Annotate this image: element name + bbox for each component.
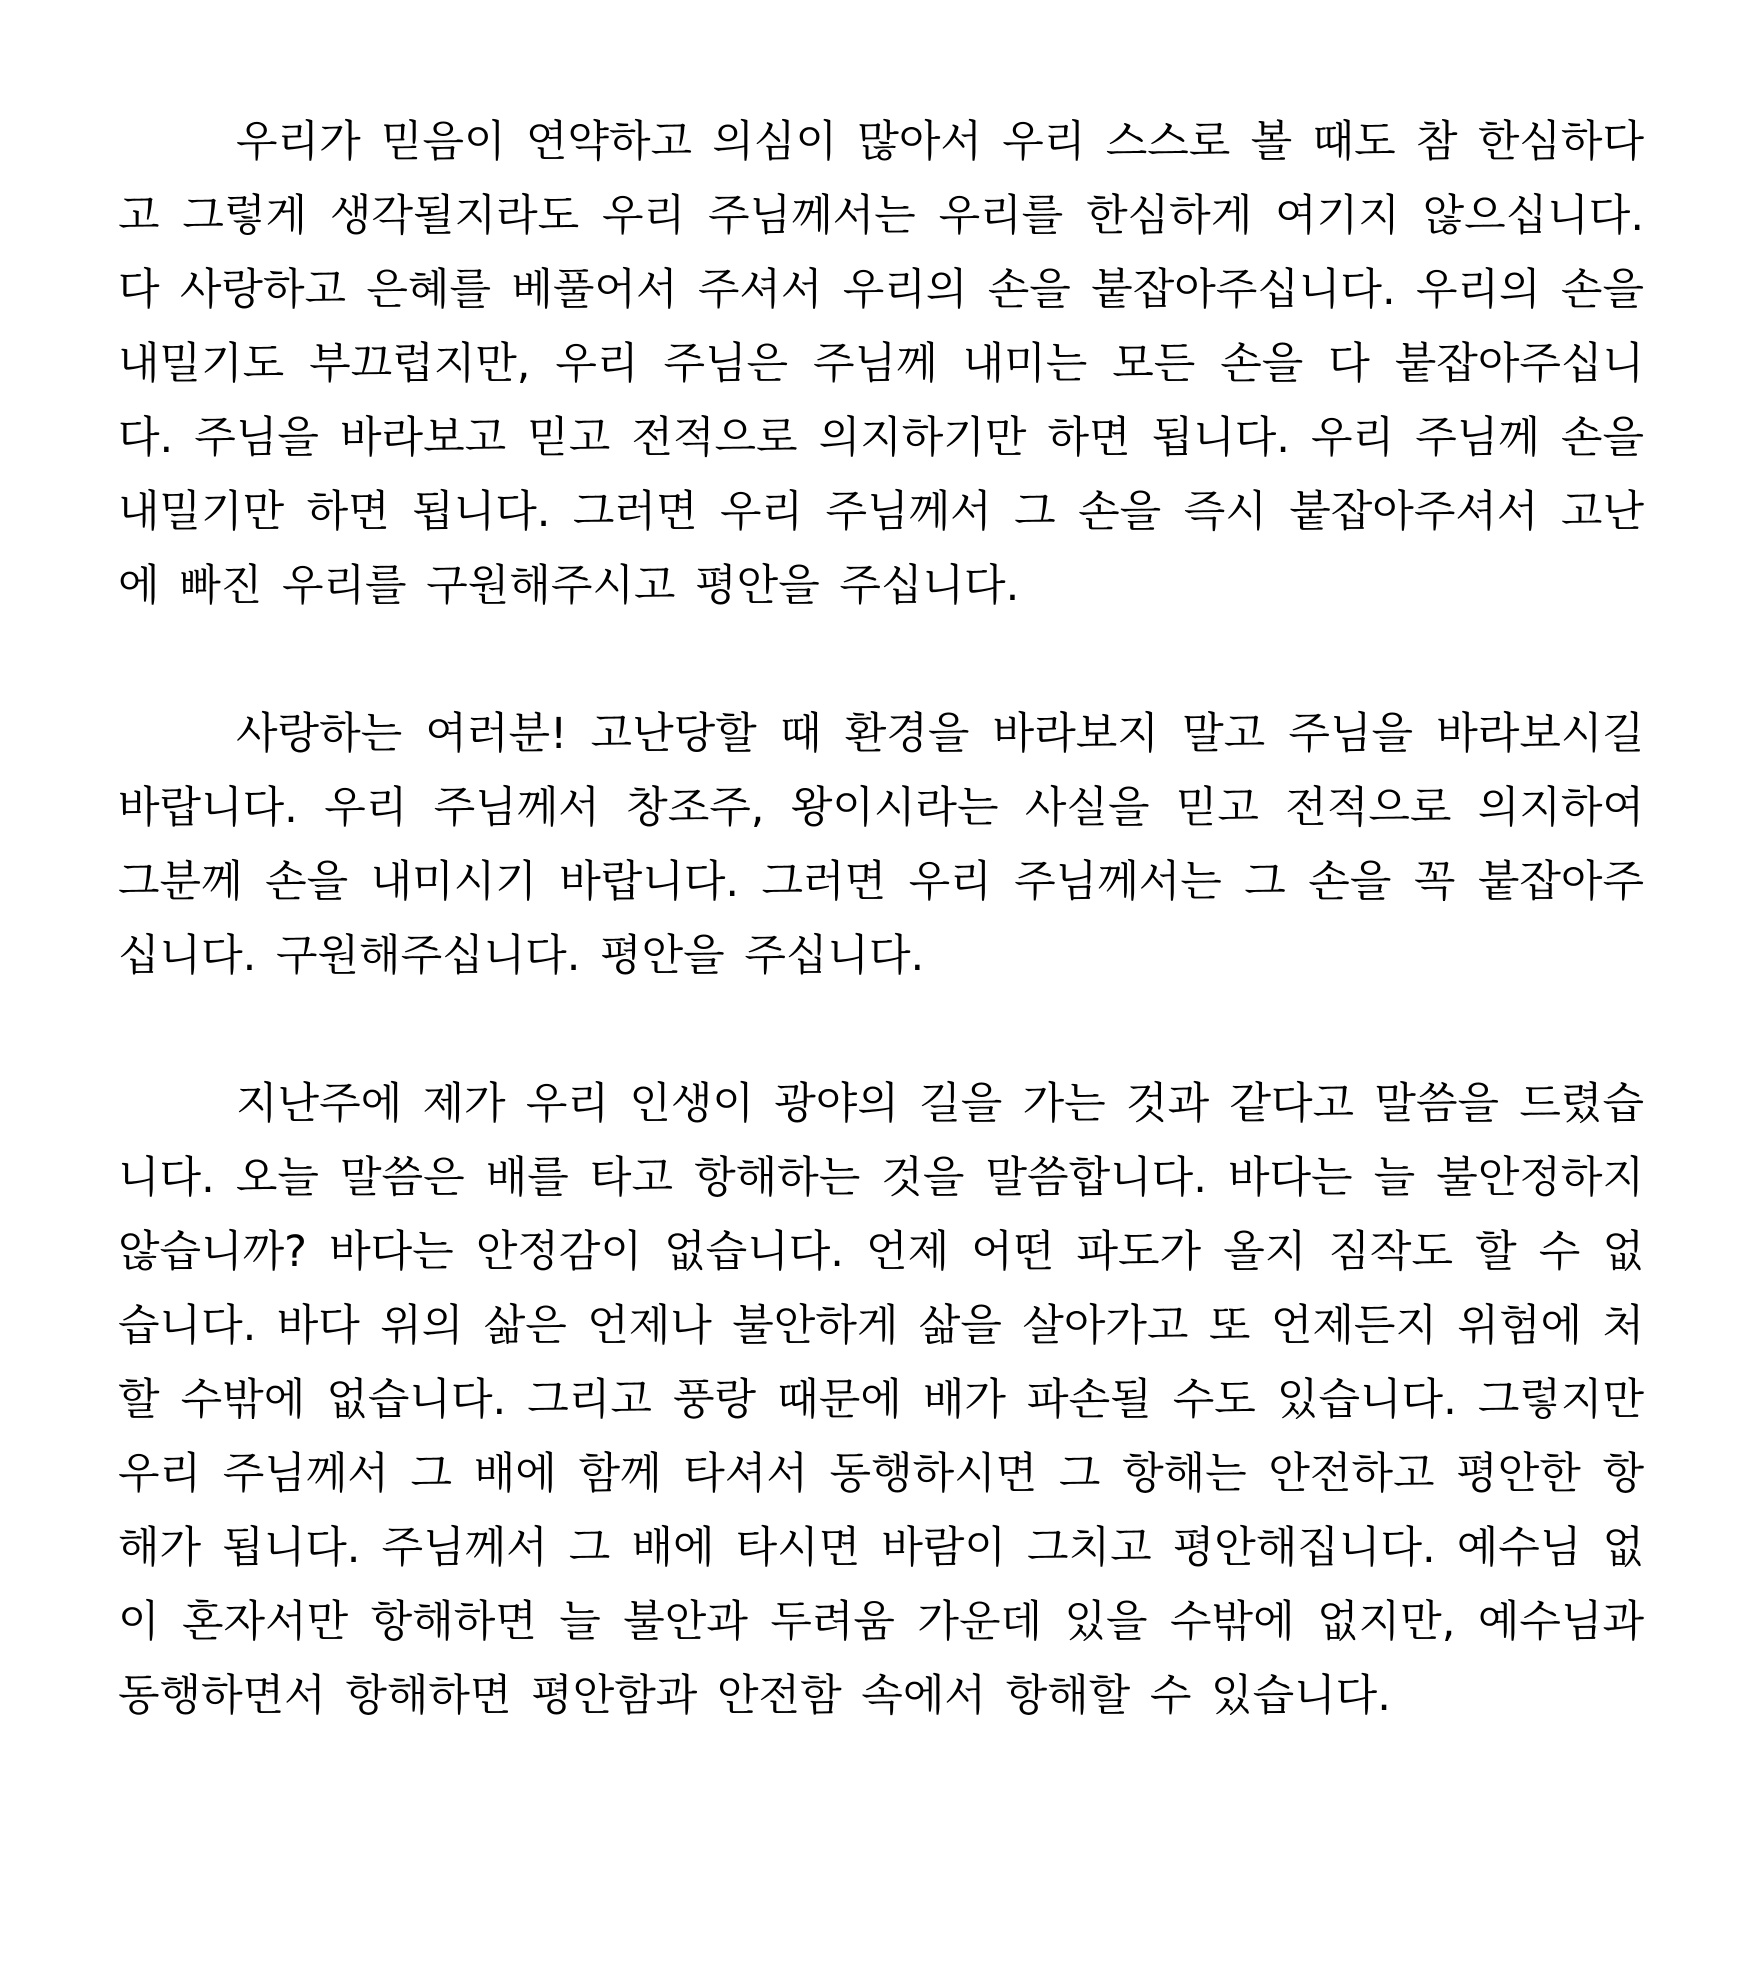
paragraph-2: 사랑하는 여러분! 고난당할 때 환경을 바라보지 말고 주님을 바라보시길 바랍니다. 우리 주님께서 창조주, 왕이시라는 사실을 믿고 전적으로 의지하여 그분께 손을 내미시기 바랍니다. 그러면 우리 주님께서는 그 손을 꼭 붙잡아주십니다. 구원해주십니다. 평안을 주십니다. xyxy=(118,709,1644,981)
paragraph-1: 우리가 믿음이 연약하고 의심이 많아서 우리 스스로 볼 때도 참 한심하다고 그렇게 생각될지라도 우리 주님께서는 우리를 한심하게 여기지 않으십니다. 다 사랑하고 은혜를 베풀어서 주셔서 우리의 손을 붙잡아주십니다. 우리의 손을 내밀기도 부끄럽지만, 우리 주님은 주님께 내미는 모든 손을 다 붙잡아주십니다. 주님을 바라보고 믿고 전적으로 의지하기만 하면 됩니다. 우리 주님께 손을 내밀기만 하면 됩니다. 그러면 우리 주님께서 그 손을 즉시 붙잡아주셔서 고난에 빠진 우리를 구원해주시고 평안을 주십니다. xyxy=(118,117,1644,611)
paragraph-3: 지난주에 제가 우리 인생이 광야의 길을 가는 것과 같다고 말씀을 드렸습니다. 오늘 말씀은 배를 타고 항해하는 것을 말씀합니다. 바다는 늘 불안정하지 않습니까? 바다는 안정감이 없습니다. 언제 어떤 파도가 올지 짐작도 할 수 없습니다. 바다 위의 삶은 언제나 불안하게 삶을 살아가고 또 언제든지 위험에 처할 수밖에 없습니다. 그리고 풍랑 때문에 배가 파손될 수도 있습니다. 그렇지만 우리 주님께서 그 배에 함께 타셔서 동행하시면 그 항해는 안전하고 평안한 항해가 됩니다. 주님께서 그 배에 타시면 바람이 그치고 평안해집니다. 예수님 없이 혼자서만 항해하면 늘 불안과 두려움 가운데 있을 수밖에 없지만, 예수님과 동행하면서 항해하면 평안함과 안전함 속에서 항해할 수 있습니다. xyxy=(118,1079,1644,1721)
document-page xyxy=(118,105,1644,1733)
